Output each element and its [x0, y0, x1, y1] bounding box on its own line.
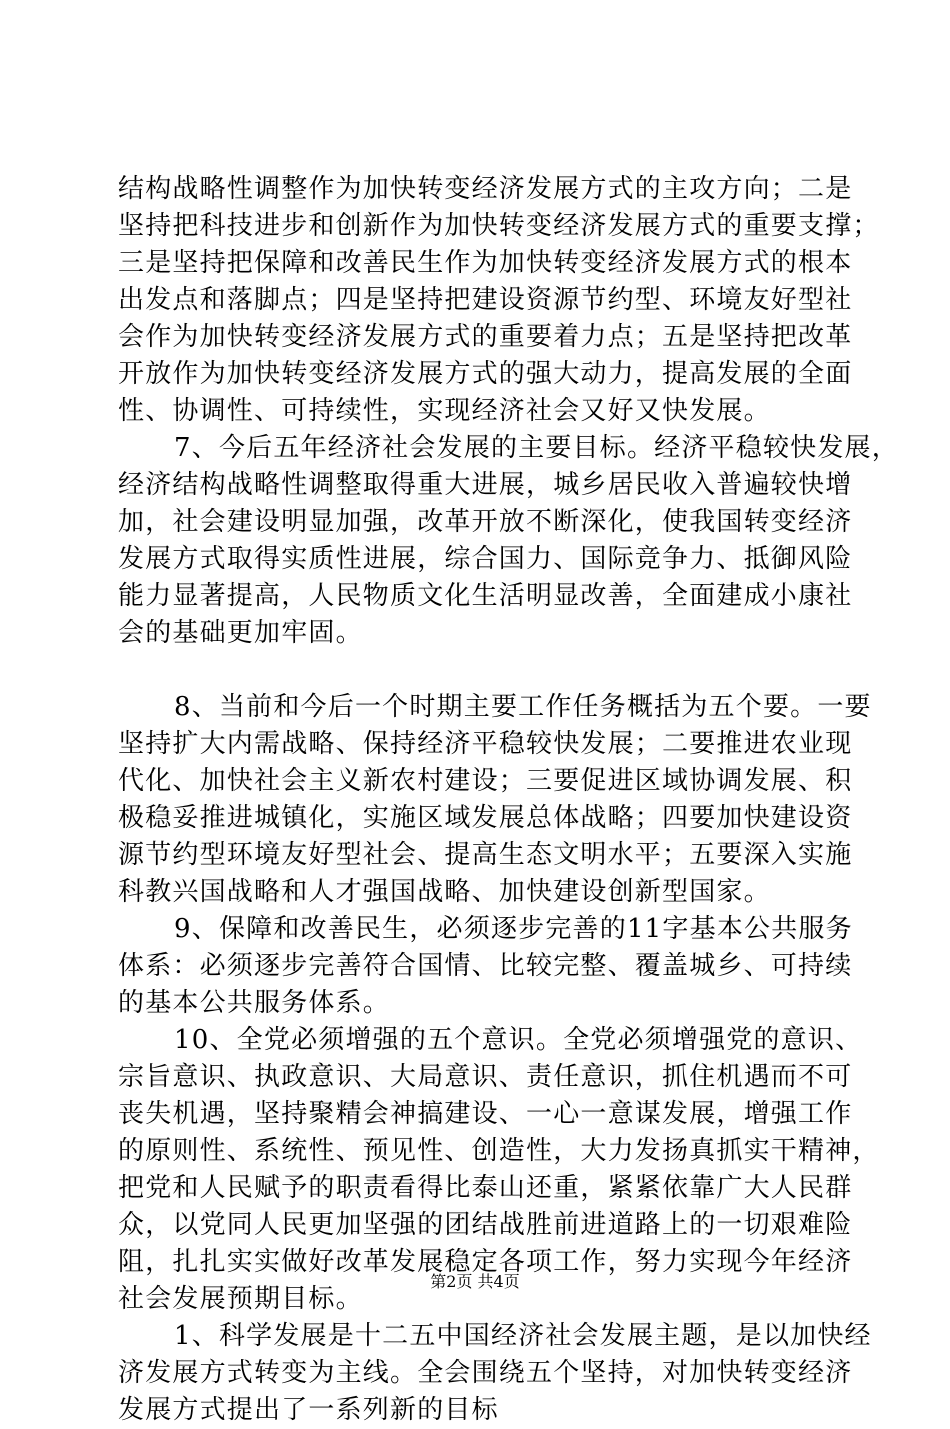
- text-line: 9、保障和改善民生，必须逐步完善的11字基本公共服务: [174, 914, 853, 944]
- document-body: [118, 171, 899, 1429]
- text-line: 开放作为加快转变经济发展方式的强大动力，提高发展的全面: [118, 359, 853, 389]
- page-number-footer: 第2页 共4页: [430, 1272, 520, 1291]
- text-line: 阻，扎扎实实做好改革发展稳定各项工作，努力实现今年经济: [118, 1247, 853, 1277]
- text-line: 极稳妥推进城镇化，实施区域发展总体战略；四要加快建设资: [118, 803, 853, 833]
- text-line: 科教兴国战略和人才强国战略、加快建设创新型国家。: [118, 877, 771, 907]
- paragraph: [118, 1318, 872, 1429]
- text-line: 会作为加快转变经济发展方式的重要着力点；五是坚持把改革: [118, 322, 853, 352]
- text-line: 社会发展预期目标。: [118, 1284, 363, 1314]
- text-line: 8、当前和今后一个时期主要工作任务概括为五个要。一要: [174, 692, 872, 722]
- text-line: 的基本公共服务体系。: [118, 988, 391, 1018]
- text-line: 结构战略性调整作为加快转变经济发展方式的主攻方向；二是: [118, 174, 853, 204]
- paragraph: [118, 171, 880, 430]
- text-line: 三是坚持把保障和改善民生作为加快转变经济发展方式的根本: [118, 248, 853, 278]
- text-line: 坚持把科技进步和创新作为加快转变经济发展方式的重要支撑；: [118, 211, 880, 241]
- text-line: 坚持扩大内需战略、保持经济平稳较快发展；二要推进农业现: [118, 729, 853, 759]
- text-line: 出发点和落脚点；四是坚持把建设资源节约型、环境友好型社: [118, 285, 853, 315]
- text-line: 众，以党同人民更加坚强的团结战胜前进道路上的一切艰难险: [118, 1210, 853, 1240]
- text-line: 代化、加快社会主义新农村建设；三要促进区域协调发展、积: [118, 766, 853, 796]
- text-line: 加，社会建设明显加强，改革开放不断深化，使我国转变经济: [118, 507, 853, 537]
- text-line: 的原则性、系统性、预见性、创造性，大力发扬真抓实干精神，: [118, 1136, 880, 1166]
- text-line: 发展方式取得实质性进展，综合国力、国际竞争力、抵御风险: [118, 544, 853, 574]
- text-line: 10、全党必须增强的五个意识。全党必须增强党的意识、: [174, 1025, 863, 1055]
- paragraph: [118, 911, 853, 1022]
- paragraph: [118, 430, 899, 689]
- text-line: 7、今后五年经济社会发展的主要目标。经济平稳较快发展，: [174, 433, 899, 463]
- text-line: 丧失机遇，坚持聚精会神搞建设、一心一意谋发展，增强工作: [118, 1099, 853, 1129]
- text-line: 把党和人民赋予的职责看得比泰山还重，紧紧依靠广大人民群: [118, 1173, 853, 1203]
- text-line: 1、科学发展是十二五中国经济社会发展主题，是以加快经: [174, 1321, 872, 1351]
- text-line: 能力显著提高，人民物质文化生活明显改善，全面建成小康社: [118, 581, 853, 611]
- text-line: 宗旨意识、执政意识、大局意识、责任意识，抓住机遇而不可: [118, 1062, 853, 1092]
- text-line: 济发展方式转变为主线。全会围绕五个坚持，对加快转变经济: [118, 1358, 853, 1388]
- text-line: 性、协调性、可持续性，实现经济社会又好又快发展。: [118, 396, 771, 426]
- text-line: 发展方式提出了一系列新的目标: [118, 1395, 499, 1425]
- text-line: [118, 652, 838, 689]
- paragraph: [118, 689, 872, 911]
- text-line: 会的基础更加牢固。: [118, 618, 363, 648]
- text-line: 源节约型环境友好型社会、提高生态文明水平；五要深入实施: [118, 840, 853, 870]
- text-line: 经济结构战略性调整取得重大进展，城乡居民收入普遍较快增: [118, 470, 853, 500]
- text-line: 体系：必须逐步完善符合国情、比较完整、覆盖城乡、可持续: [118, 951, 853, 981]
